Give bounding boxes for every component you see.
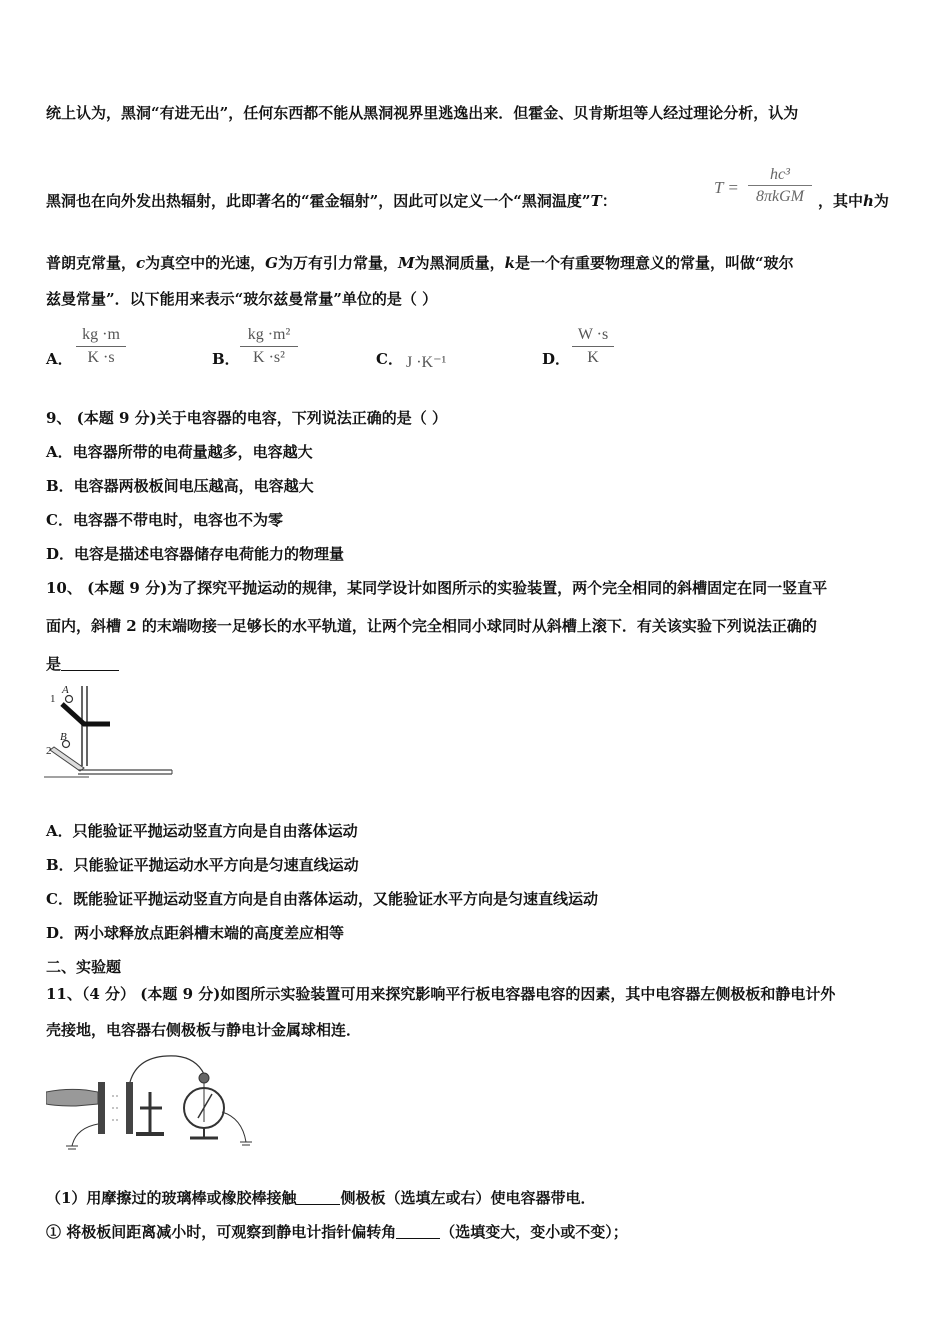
q10-stem-line3 — [46, 653, 119, 674]
frac-num: W ·s — [577, 326, 609, 343]
formula-numerator: hc³ — [770, 166, 790, 183]
q8-option-d-label: D． — [542, 350, 571, 368]
q9-option-a: A．电容器所带的电荷量越多，电容越大 — [46, 443, 313, 461]
q8-option-b-fraction — [240, 326, 298, 367]
var-c: c — [136, 254, 146, 272]
q11-sub2-text-a: ① 将极板间距离减小时，可观察到静电计指针偏转角 — [46, 1223, 397, 1241]
var-h: h — [863, 192, 874, 210]
q8-intro-line1: 统上认为，黑洞“有进无出”，任何东西都不能从黑洞视界里逃逸出来．但霍金、贝肯斯坦等人经过理论分析，认为 — [46, 104, 799, 122]
chute-2 — [50, 747, 84, 771]
q8-option-a-label: A． — [46, 350, 73, 368]
tail-wei: 为 — [873, 192, 889, 210]
ground-wire-left — [72, 1124, 98, 1146]
q10-stem-line1: 10、 (本题 9 分)为了探究平抛运动的规律，某同学设计如图所示的实验装置，两个完全相同的斜槽固定在同一竖直平 — [46, 579, 828, 597]
label-a: A — [62, 684, 69, 696]
ball-a — [66, 696, 73, 703]
formula-lhs: T = — [714, 178, 739, 197]
section-title-experiment: 二、实验题 — [46, 958, 122, 976]
t5: 是一个有重要物理意义的常量，叫做“玻尔 — [515, 254, 794, 272]
ground-wire-right — [222, 1112, 246, 1142]
frac-den: K ·s — [87, 349, 115, 366]
t1: 普朗克常量， — [46, 254, 137, 272]
q8-line2-tail — [818, 190, 889, 211]
label-2: 2 — [46, 745, 52, 757]
q8-intro-line3 — [46, 252, 794, 273]
electrometer-ball — [199, 1073, 209, 1083]
var-M: M — [398, 254, 415, 272]
frac-den: K ·s² — [253, 349, 285, 366]
q8-option-c-label: C． — [376, 350, 403, 368]
right-plate — [126, 1082, 133, 1134]
var-G: G — [265, 254, 278, 272]
label-1: 1 — [50, 693, 56, 705]
hand — [46, 1089, 98, 1106]
t2: 为真空中的光速， — [145, 254, 266, 272]
q10-line3-text: 是 — [46, 655, 62, 673]
answer-blank — [396, 1224, 440, 1239]
q10-option-d: D．两小球释放点距斜槽末端的高度差应相等 — [46, 924, 345, 942]
label-b: B — [60, 731, 67, 743]
frac-den: K — [587, 349, 599, 366]
q8-option-c-expr: J ·K⁻¹ — [406, 354, 447, 371]
q11-sub1 — [46, 1187, 595, 1208]
answer-blank — [296, 1190, 340, 1205]
q11-sub1-text-a: （1）用摩擦过的玻璃棒或橡胶棒接触 — [46, 1189, 297, 1207]
inclined-chute-diagram — [44, 680, 176, 784]
q10-option-a: A．只能验证平抛运动竖直方向是自由落体运动 — [46, 822, 358, 840]
q11-stem-line2: 壳接地，电容器右侧极板与静电计金属球相连． — [46, 1021, 362, 1039]
q8-option-d-fraction — [572, 326, 614, 367]
q8-intro-line2 — [46, 190, 617, 211]
q8-option-a-fraction — [76, 326, 126, 367]
q9-option-b: B．电容器两极板间电压越高，电容越大 — [46, 477, 314, 495]
var-T: T — [590, 192, 602, 210]
tail-text: ，其中 — [818, 192, 864, 210]
q11-sub1-text-b: 侧极板（选填左或右）使电容器带电． — [340, 1189, 596, 1207]
var-k: k — [504, 254, 516, 272]
q11-sub2 — [46, 1221, 628, 1242]
colon: ： — [601, 192, 617, 210]
q10-option-c: C．既能验证平抛运动竖直方向是自由落体运动，又能验证水平方向是匀速直线运动 — [46, 890, 598, 908]
t3: 为万有引力常量， — [277, 254, 398, 272]
frac-num: kg ·m — [82, 326, 120, 343]
connecting-wire — [130, 1056, 204, 1082]
t4: 为黑洞质量， — [414, 254, 505, 272]
capacitor-electrometer-diagram — [46, 1052, 258, 1154]
q8-intro-line4: 兹曼常量”．以下能用来表示“玻尔兹曼常量”单位的是（ ） — [46, 290, 438, 308]
q8-option-b-label: B． — [212, 350, 240, 368]
q9-option-c: C．电容器不带电时，电容也不为零 — [46, 511, 283, 529]
frac-num: kg ·m² — [247, 326, 291, 343]
q8-line2-text: 黑洞也在向外发出热辐射，此即著名的“霍金辐射”，因此可以定义一个“黑洞温度” — [46, 192, 591, 210]
left-plate — [98, 1082, 105, 1134]
q10-option-b: B．只能验证平抛运动水平方向是匀速直线运动 — [46, 856, 359, 874]
q11-stem-line1: 11、（4 分） (本题 9 分)如图所示实验装置可用来探究影响平行板电容器电容的因素，其中电容器左侧极板和静电计外 — [46, 985, 836, 1003]
q9-option-d: D．电容是描述电容器储存电荷能力的物理量 — [46, 545, 345, 563]
formula-denominator: 8πkGM — [756, 188, 804, 205]
q11-sub2-text-b: （选填变大，变小或不变）； — [440, 1223, 628, 1241]
q9-stem: 9、 (本题 9 分)关于电容器的电容，下列说法正确的是（ ） — [46, 409, 447, 427]
chute-1 — [62, 704, 110, 724]
answer-blank — [61, 656, 119, 671]
q10-stem-line2: 面内，斜槽 2 的末端吻接一足够长的水平轨道，让两个完全相同小球同时从斜槽上滚下．有关该实验下列说法正确的 — [46, 617, 817, 635]
